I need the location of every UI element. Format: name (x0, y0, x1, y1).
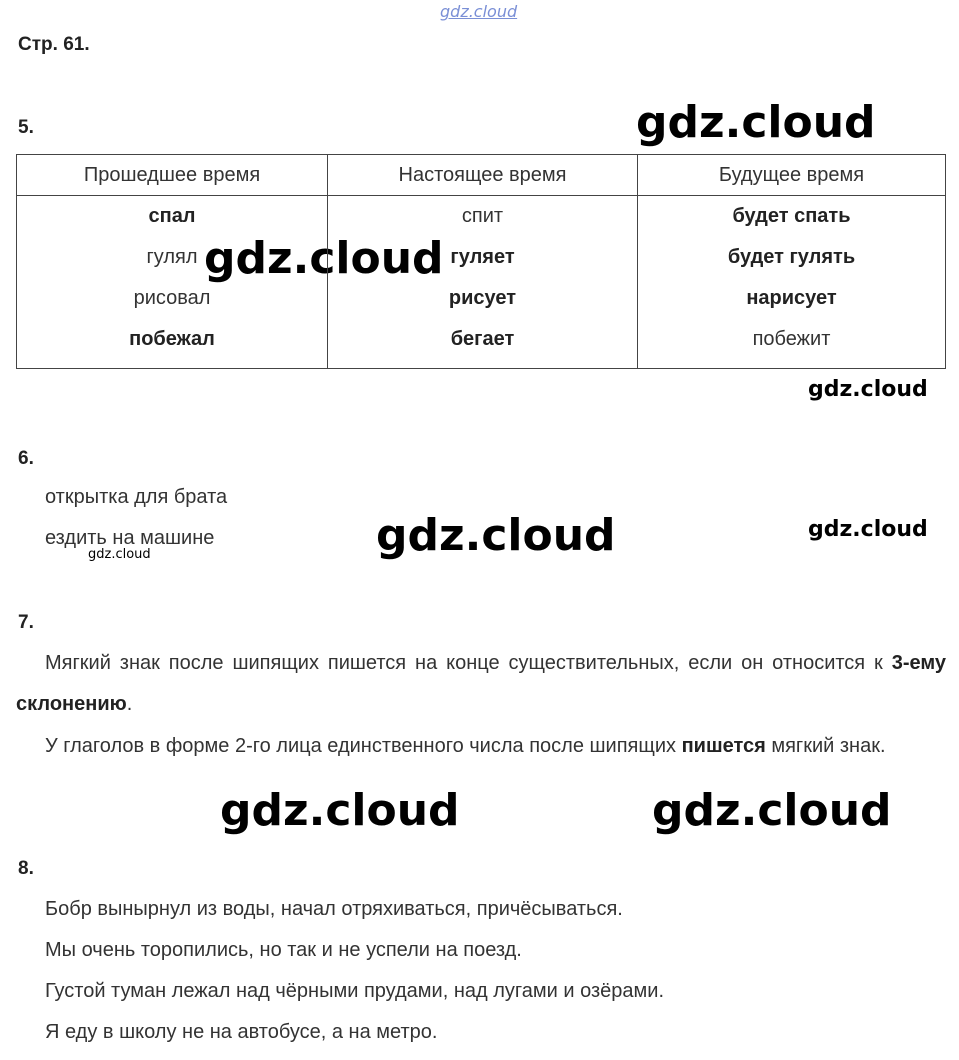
column-present (328, 196, 638, 369)
sentence-line: Бобр вынырнул из воды, начал отряхиваться, причёсываться. (45, 898, 623, 920)
table-cell: спит (461, 205, 504, 227)
page-title: Стр. 61. (18, 34, 90, 55)
rule-text-end: . (126, 693, 133, 715)
rule-text: Мягкий знак после шипящих пишется на конце существительных, если он относится к (45, 652, 892, 674)
task-number: 7. (18, 612, 34, 633)
table-cell: гуляет (450, 246, 515, 268)
table-cell: нарисует (746, 287, 837, 309)
watermark: gdz.cloud (376, 510, 616, 561)
column-past (17, 196, 328, 369)
table-cell: рисовал (133, 287, 211, 309)
task-number: 5. (18, 117, 34, 138)
table-cell: гулял (146, 246, 198, 268)
rule-emphasis: пишется (681, 735, 766, 757)
watermark: gdz.cloud (808, 517, 928, 542)
task-number: 6. (18, 448, 34, 469)
table-cell: побежал (129, 328, 215, 350)
watermark: gdz.cloud (204, 233, 444, 284)
sentence-line: Я еду в школу не на автобусе, а на метро. (45, 1021, 438, 1043)
rule-paragraph (16, 726, 946, 767)
rule-text-end: мягкий знак. (765, 735, 886, 757)
table-cell: бегает (450, 328, 515, 350)
table-cell: рисует (448, 287, 517, 309)
watermark: gdz.cloud (652, 785, 892, 836)
table-cell: побежит (752, 328, 831, 350)
rule-emphasis: 3-ему склонению (16, 652, 946, 715)
header-present: Настоящее время (328, 155, 638, 196)
sentence-line: Густой туман лежал над чёрными прудами, над лугами и озёрами. (45, 980, 665, 1002)
table-cell: спал (148, 205, 196, 227)
table-cell: будет гулять (727, 246, 856, 268)
answer-line: открытка для брата (45, 486, 228, 508)
watermark: gdz.cloud (88, 547, 151, 562)
header-past: Прошедшее время (17, 155, 328, 196)
watermark: gdz.cloud (636, 97, 876, 148)
answer-line: ездить на машине (45, 527, 215, 549)
watermark-top[interactable]: gdz.cloud (440, 2, 518, 21)
task-number: 8. (18, 858, 34, 879)
header-future: Будущее время (638, 155, 946, 196)
watermark: gdz.cloud (808, 377, 928, 402)
watermark: gdz.cloud (220, 785, 460, 836)
table-cell: будет спать (732, 205, 851, 227)
sentence-line: Мы очень торопились, но так и не успели на поезд. (45, 939, 522, 961)
column-future (638, 196, 946, 369)
verb-tense-table (16, 154, 946, 369)
rule-paragraph (16, 643, 946, 725)
rule-text: У глаголов в форме 2-го лица единственного числа после шипящих (45, 735, 682, 757)
